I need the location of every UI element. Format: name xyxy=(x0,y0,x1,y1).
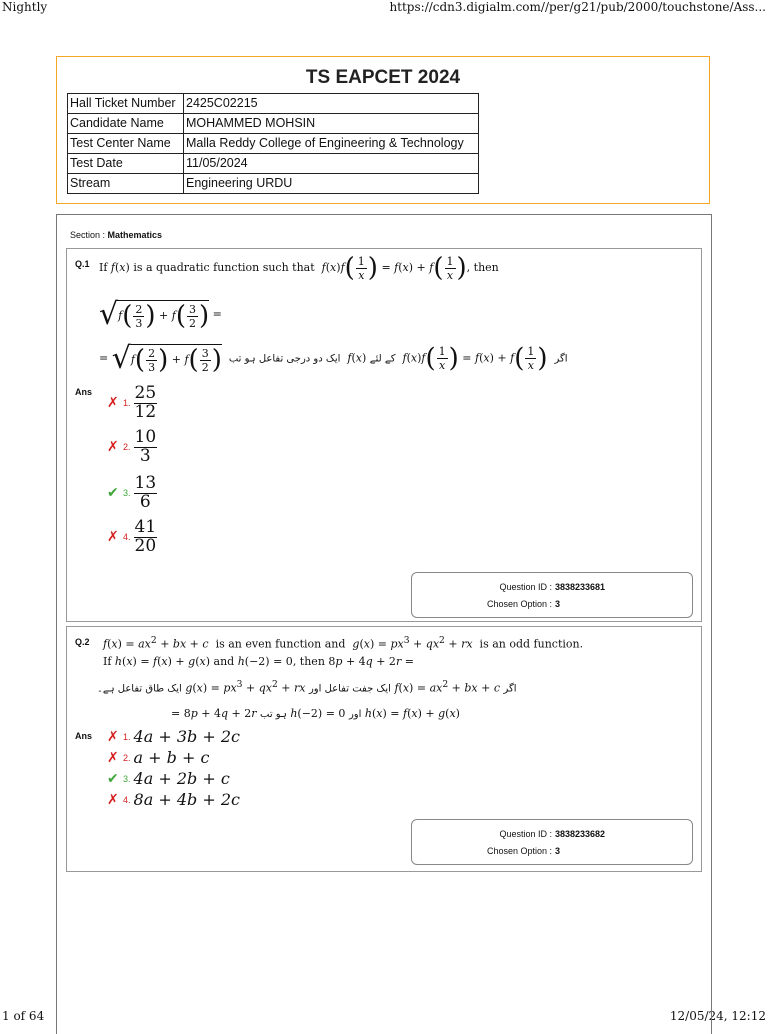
test-center-value: Malla Reddy College of Engineering & Technology xyxy=(184,134,479,154)
option-number: 1. xyxy=(123,398,131,409)
cross-icon: ✗ xyxy=(107,728,119,745)
q1-text: , then xyxy=(466,261,499,274)
question-id-label: Question ID : xyxy=(499,582,552,592)
option-numerator: 25 xyxy=(134,383,157,403)
option-value xyxy=(134,429,158,466)
option-number: 4. xyxy=(123,532,131,543)
question-info-box xyxy=(411,819,693,865)
q1-urdu-text: کے لئے xyxy=(369,353,396,365)
table-row xyxy=(68,94,479,114)
candidate-name-value: MOHAMMED MOHSIN xyxy=(184,114,479,134)
option-2 xyxy=(107,748,209,767)
question-2-english-line-1: $f(x) = ax^2$ + bx + c is an even function and $g(x) = px^3 + qx^2$ + rx is an odd function. xyxy=(103,635,584,651)
q2-text: is an odd function. xyxy=(479,637,584,651)
question-id-row xyxy=(412,829,692,839)
q1-urdu-text: اگر xyxy=(554,353,568,365)
option-number: 2. xyxy=(123,442,131,453)
option-1 xyxy=(107,727,240,746)
option-denominator: 6 xyxy=(139,491,151,512)
option-numerator: 10 xyxy=(134,427,157,447)
cross-icon: ✗ xyxy=(107,749,119,766)
q2-urdu-text: اور xyxy=(348,709,362,720)
cross-icon: ✗ xyxy=(107,529,119,546)
question-1-urdu: = √f( $\frac{2}{3}$ ) + f( $\frac{3}{2}$ ) ایک دو درجی تفاعل ہو تب f(x) کے لئے f(x)f( $\frac{1}{x}$ ) = f(x) + f( $\frac{1}{x}$ ) اگر xyxy=(99,341,568,376)
exam-title: TS EAPCET 2024 xyxy=(305,67,461,88)
option-value xyxy=(134,385,158,422)
chosen-option-row xyxy=(412,599,692,609)
stream-label: Stream xyxy=(68,174,184,194)
table-row xyxy=(68,134,479,154)
cross-icon: ✗ xyxy=(107,791,119,808)
option-denominator: 20 xyxy=(134,535,157,556)
option-4 xyxy=(107,790,240,809)
check-icon: ✔ xyxy=(107,485,119,502)
option-denominator: 12 xyxy=(134,401,157,422)
q2-text: If xyxy=(103,655,112,668)
stream-value: Engineering URDU xyxy=(184,174,479,194)
candidate-table xyxy=(67,93,479,194)
option-4 xyxy=(107,519,157,556)
question-id-label: Question ID : xyxy=(499,829,552,839)
q2-urdu-text: ایک جفت تفاعل اور xyxy=(308,683,391,695)
page-count: 1 of 64 xyxy=(2,1009,45,1023)
question-2-english-line-2: If h(x) = f(x) + g(x) and h(−2) = 0, then 8p + 4q + 2r = xyxy=(103,655,414,668)
q2-text: and xyxy=(213,655,235,668)
option-numerator: 41 xyxy=(134,517,157,537)
chosen-option-row xyxy=(412,846,692,856)
browser-name: Nightly xyxy=(2,0,48,14)
table-row xyxy=(68,154,479,174)
question-id-row xyxy=(412,582,692,592)
option-numerator: 13 xyxy=(134,473,157,493)
cross-icon: ✗ xyxy=(107,439,119,456)
question-id-value: 3838233681 xyxy=(555,582,606,592)
q2-urdu-text: اگر xyxy=(503,683,517,695)
table-row xyxy=(68,174,479,194)
option-3 xyxy=(107,769,230,788)
option-number: 3. xyxy=(123,773,131,784)
question-2-urdu-line-1: ایک طاق تفاعل ہے۔ $g(x) = px^3 + qx^2$ + rx ایک جفت تفاعل اور $f(x) = ax^2$ + bx + c اگر xyxy=(97,679,517,695)
question-1-expression: √f( $\frac{2}{3}$ ) + f( $\frac{3}{2}$ ) = xyxy=(99,297,222,332)
question-2-box xyxy=(66,626,702,872)
option-value: 4a + 2b + c xyxy=(133,769,230,788)
q2-text: is an even function and xyxy=(215,637,346,651)
test-center-label: Test Center Name xyxy=(68,134,184,154)
cross-icon: ✗ xyxy=(107,395,119,412)
chosen-option-label: Chosen Option : xyxy=(486,846,552,856)
option-2 xyxy=(107,429,157,466)
option-value xyxy=(134,519,158,556)
q2-urdu-text: ہو تب xyxy=(260,709,287,720)
option-denominator: 3 xyxy=(139,445,151,466)
test-date-label: Test Date xyxy=(68,154,184,174)
question-1-box xyxy=(66,248,702,622)
option-3 xyxy=(107,475,157,512)
question-2-urdu-line-2: = 8p + 4q + 2r ہو تب h(−2) = 0 اور h(x) = f(x) + g(x) xyxy=(171,707,460,720)
test-date-value: 11/05/2024 xyxy=(184,154,479,174)
q1-text: If xyxy=(99,261,108,274)
question-number: Q.1 xyxy=(75,259,90,269)
option-number: 3. xyxy=(123,488,131,499)
hall-ticket-label: Hall Ticket Number xyxy=(68,94,184,114)
option-1 xyxy=(107,385,157,422)
option-number: 2. xyxy=(123,752,131,763)
q2-text: , then xyxy=(292,655,325,668)
chosen-option-value: 3 xyxy=(555,599,561,609)
page-url[interactable]: https://cdn3.digialm.com//per/g21/pub/2000/touchstone/Ass... xyxy=(389,0,766,14)
option-value xyxy=(134,475,158,512)
option-number: 4. xyxy=(123,794,131,805)
ans-label: Ans xyxy=(75,731,93,741)
option-value: a + b + c xyxy=(133,748,210,767)
question-number: Q.2 xyxy=(75,637,90,647)
check-icon: ✔ xyxy=(107,770,119,787)
candidate-info-box xyxy=(56,56,710,204)
hall-ticket-value: 2425C02215 xyxy=(184,94,479,114)
q2-urdu-text: ایک طاق تفاعل ہے۔ xyxy=(97,683,182,695)
question-info-box xyxy=(411,572,693,618)
chosen-option-value: 3 xyxy=(555,846,561,856)
option-number: 1. xyxy=(123,731,131,742)
q1-text: is a quadratic function such that xyxy=(133,261,315,274)
option-value: 4a + 3b + 2c xyxy=(133,727,240,746)
table-row xyxy=(68,114,479,134)
candidate-name-label: Candidate Name xyxy=(68,114,184,134)
section-name: Mathematics xyxy=(107,230,163,240)
chosen-option-label: Chosen Option : xyxy=(486,599,552,609)
question-1-english: If f(x) is a quadratic function such that f(x)f( $\frac{1}{x}$ ) = f(x) + f( $\frac{1}{x}$ ), then xyxy=(99,253,499,283)
option-value: 8a + 4b + 2c xyxy=(133,790,240,809)
q1-urdu-text: ایک دو درجی تفاعل ہو تب xyxy=(228,353,341,365)
section-prefix: Section : xyxy=(70,230,108,240)
question-id-value: 3838233682 xyxy=(555,829,606,839)
ans-label: Ans xyxy=(75,387,93,397)
section-label xyxy=(70,230,162,240)
print-datetime: 12/05/24, 12:12 xyxy=(669,1009,766,1023)
